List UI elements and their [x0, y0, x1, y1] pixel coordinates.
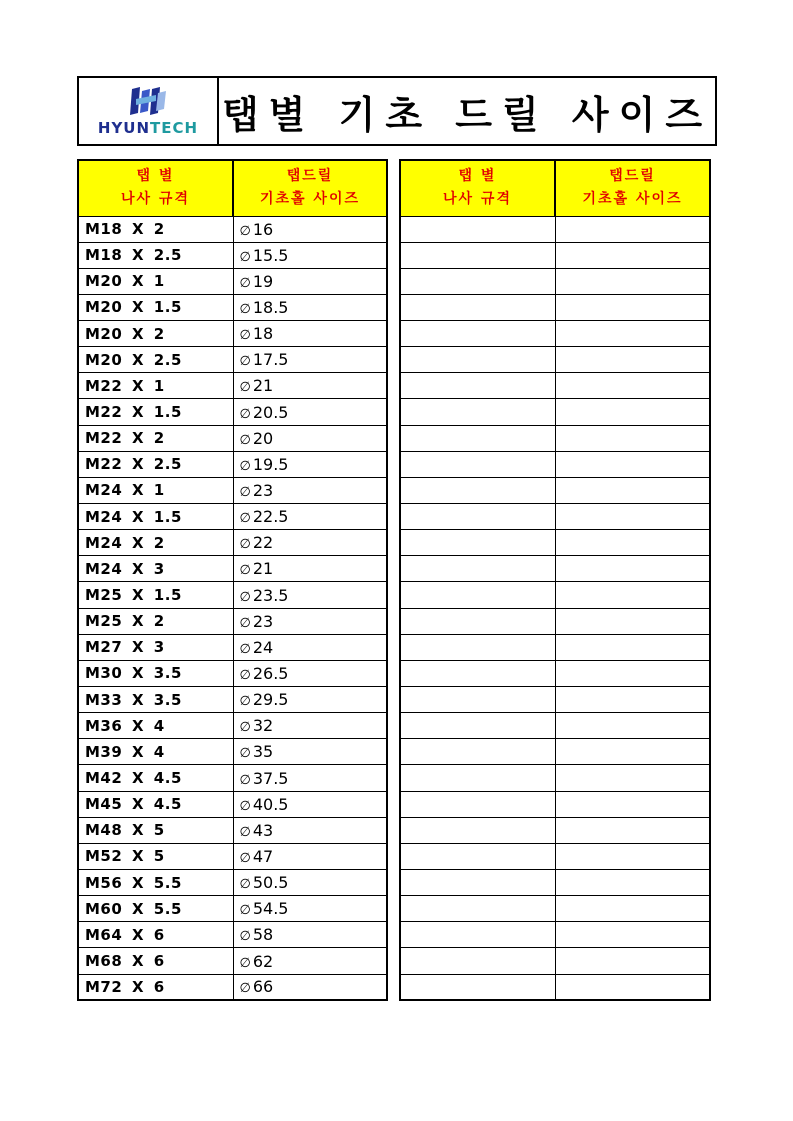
thread-spec-cell: M52 X 5 [78, 843, 233, 869]
empty-table-row [400, 765, 710, 791]
empty-cell [400, 556, 555, 582]
drill-size-value: 23.5 [252, 585, 289, 605]
diameter-icon: ∅ [239, 772, 251, 788]
diameter-icon: ∅ [239, 929, 251, 945]
drill-size-value: 50.5 [252, 873, 289, 893]
drill-size-cell [233, 321, 387, 347]
empty-cell [400, 687, 555, 713]
drill-size-value: 62 [252, 951, 274, 971]
diameter-icon: ∅ [239, 746, 251, 762]
diameter-icon: ∅ [239, 458, 251, 474]
empty-cell [400, 870, 555, 896]
column-header-drill-size [555, 160, 710, 216]
drill-size-value: 22.5 [252, 507, 289, 527]
empty-cell [400, 896, 555, 922]
empty-cell [400, 216, 555, 242]
thread-spec-cell: M56 X 5.5 [78, 870, 233, 896]
table-row [78, 791, 387, 817]
empty-cell [555, 896, 710, 922]
column-header-line: 나사 규격 [121, 191, 190, 208]
diameter-icon: ∅ [239, 223, 251, 239]
drill-size-cell [233, 504, 387, 530]
empty-table-row [400, 216, 710, 242]
drill-size-cell [233, 347, 387, 373]
diameter-icon: ∅ [239, 406, 251, 422]
drill-size-cell [233, 974, 387, 1000]
empty-cell [400, 713, 555, 739]
drill-size-cell [233, 713, 387, 739]
thread-spec-cell: M24 X 1.5 [78, 504, 233, 530]
empty-cell [555, 530, 710, 556]
table-row [78, 451, 387, 477]
drill-size-cell [233, 399, 387, 425]
empty-cell [555, 294, 710, 320]
table-row [78, 948, 387, 974]
drill-size-cell [233, 896, 387, 922]
table-row [78, 373, 387, 399]
diameter-icon: ∅ [239, 903, 251, 919]
table-row [78, 477, 387, 503]
empty-cell [400, 347, 555, 373]
drill-size-cell [233, 530, 387, 556]
thread-spec-cell: M60 X 5.5 [78, 896, 233, 922]
drill-size-value: 23 [252, 480, 274, 500]
empty-cell [555, 451, 710, 477]
empty-table-row [400, 347, 710, 373]
thread-spec-cell: M72 X 6 [78, 974, 233, 1000]
empty-cell [400, 660, 555, 686]
empty-cell [555, 660, 710, 686]
diameter-icon: ∅ [239, 432, 251, 448]
drill-size-value: 20.5 [252, 402, 289, 422]
table-row [78, 321, 387, 347]
column-header-line: 탭 별 [458, 168, 497, 185]
diameter-icon: ∅ [239, 824, 251, 840]
empty-table-row [400, 660, 710, 686]
empty-cell [400, 765, 555, 791]
empty-table-row [400, 399, 710, 425]
empty-cell [555, 556, 710, 582]
table-header-row [78, 160, 387, 216]
drill-size-value: 22 [252, 533, 274, 553]
drill-size-value: 54.5 [252, 899, 289, 919]
empty-cell [400, 451, 555, 477]
empty-table-row [400, 556, 710, 582]
empty-cell [555, 582, 710, 608]
hyuntech-logo-icon [128, 85, 168, 117]
table-row [78, 399, 387, 425]
drill-size-cell [233, 294, 387, 320]
drill-size-cell [233, 634, 387, 660]
table-row [78, 713, 387, 739]
drill-size-cell [233, 451, 387, 477]
thread-spec-cell: M27 X 3 [78, 634, 233, 660]
empty-cell [400, 321, 555, 347]
drill-size-cell [233, 608, 387, 634]
table-row [78, 817, 387, 843]
empty-table-row [400, 373, 710, 399]
drill-size-cell [233, 739, 387, 765]
thread-spec-cell: M22 X 1 [78, 373, 233, 399]
thread-spec-cell: M39 X 4 [78, 739, 233, 765]
column-header-thread-spec [78, 160, 233, 216]
thread-spec-cell: M24 X 1 [78, 477, 233, 503]
empty-cell [400, 948, 555, 974]
empty-cell [400, 843, 555, 869]
tap-drill-table-left [77, 159, 388, 1001]
diameter-icon: ∅ [239, 249, 251, 265]
empty-cell [400, 477, 555, 503]
empty-cell [555, 791, 710, 817]
diameter-icon: ∅ [239, 615, 251, 631]
empty-cell [400, 608, 555, 634]
empty-cell [555, 242, 710, 268]
empty-table-row [400, 896, 710, 922]
drill-size-cell [233, 556, 387, 582]
empty-table-row [400, 268, 710, 294]
diameter-icon: ∅ [239, 511, 251, 527]
empty-cell [400, 294, 555, 320]
empty-cell [555, 817, 710, 843]
empty-cell [555, 373, 710, 399]
drill-size-cell [233, 922, 387, 948]
thread-spec-cell: M20 X 1.5 [78, 294, 233, 320]
drill-size-cell [233, 687, 387, 713]
column-header-line: 탭드릴 [609, 168, 656, 185]
empty-table-row [400, 843, 710, 869]
diameter-icon: ∅ [239, 537, 251, 553]
logo-text-tech: TECH [150, 119, 199, 137]
thread-spec-cell: M24 X 2 [78, 530, 233, 556]
table-row [78, 530, 387, 556]
drill-size-value: 47 [252, 846, 274, 866]
drill-size-value: 21 [252, 376, 274, 396]
empty-cell [400, 634, 555, 660]
empty-cell [555, 765, 710, 791]
drill-size-value: 19.5 [252, 454, 289, 474]
empty-table-row [400, 817, 710, 843]
empty-table-row [400, 948, 710, 974]
diameter-icon: ∅ [239, 955, 251, 971]
thread-spec-cell: M18 X 2 [78, 216, 233, 242]
empty-table-row [400, 870, 710, 896]
page-title: 탭별 기초 드릴 사이즈 [221, 92, 713, 137]
diameter-icon: ∅ [239, 850, 251, 866]
empty-table-row [400, 687, 710, 713]
thread-spec-cell: M33 X 3.5 [78, 687, 233, 713]
drill-size-cell [233, 948, 387, 974]
empty-table-row [400, 504, 710, 530]
drill-size-cell [233, 765, 387, 791]
thread-spec-cell: M45 X 4.5 [78, 791, 233, 817]
drill-size-cell [233, 216, 387, 242]
thread-spec-cell: M20 X 1 [78, 268, 233, 294]
empty-cell [555, 425, 710, 451]
empty-cell [400, 399, 555, 425]
empty-cell [400, 817, 555, 843]
empty-cell [555, 974, 710, 1000]
column-header-line: 나사 규격 [443, 191, 512, 208]
drill-size-value: 37.5 [252, 768, 289, 788]
diameter-icon: ∅ [239, 354, 251, 370]
empty-table-row [400, 974, 710, 1000]
thread-spec-cell: M25 X 2 [78, 608, 233, 634]
empty-cell [400, 739, 555, 765]
table-row [78, 687, 387, 713]
empty-table-row [400, 425, 710, 451]
drill-size-value: 43 [252, 820, 274, 840]
diameter-icon: ∅ [239, 380, 251, 396]
table-row [78, 268, 387, 294]
diameter-icon: ∅ [239, 981, 251, 997]
drill-size-cell [233, 242, 387, 268]
empty-table-row [400, 739, 710, 765]
empty-cell [400, 373, 555, 399]
empty-cell [555, 870, 710, 896]
empty-table-row [400, 530, 710, 556]
diameter-icon: ∅ [239, 667, 251, 683]
drill-size-value: 58 [252, 925, 274, 945]
empty-cell [555, 399, 710, 425]
table-row [78, 242, 387, 268]
diameter-icon: ∅ [239, 694, 251, 710]
table-row [78, 843, 387, 869]
tap-drill-table-right [399, 159, 711, 1001]
diameter-icon: ∅ [239, 798, 251, 814]
drill-size-cell [233, 582, 387, 608]
table-row [78, 294, 387, 320]
table-row [78, 634, 387, 660]
drill-size-cell [233, 791, 387, 817]
table-row [78, 765, 387, 791]
table-row [78, 660, 387, 686]
thread-spec-cell: M20 X 2 [78, 321, 233, 347]
empty-cell [400, 582, 555, 608]
empty-cell [400, 530, 555, 556]
diameter-icon: ∅ [239, 641, 251, 657]
diameter-icon: ∅ [239, 720, 251, 736]
thread-spec-cell: M24 X 3 [78, 556, 233, 582]
thread-spec-cell: M18 X 2.5 [78, 242, 233, 268]
drill-size-value: 40.5 [252, 794, 289, 814]
diameter-icon: ∅ [239, 589, 251, 605]
drill-size-value: 26.5 [252, 663, 289, 683]
empty-cell [555, 687, 710, 713]
empty-cell [555, 321, 710, 347]
column-header-line: 기초홀 사이즈 [259, 191, 361, 208]
drill-size-value: 32 [252, 716, 274, 736]
drill-size-value: 21 [252, 559, 274, 579]
thread-spec-cell: M20 X 2.5 [78, 347, 233, 373]
empty-cell [555, 268, 710, 294]
empty-cell [400, 242, 555, 268]
thread-spec-cell: M22 X 1.5 [78, 399, 233, 425]
drill-size-cell [233, 477, 387, 503]
column-header-line: 탭 별 [136, 168, 175, 185]
diameter-icon: ∅ [239, 328, 251, 344]
drill-size-value: 24 [252, 637, 274, 657]
drill-size-value: 18.5 [252, 297, 289, 317]
empty-table-row [400, 713, 710, 739]
empty-cell [555, 843, 710, 869]
table-row [78, 608, 387, 634]
diameter-icon: ∅ [239, 275, 251, 291]
logo-wordmark [98, 119, 198, 137]
document-header [77, 76, 717, 146]
title-box [219, 78, 715, 144]
empty-table-row [400, 634, 710, 660]
empty-table-row [400, 321, 710, 347]
empty-cell [400, 974, 555, 1000]
column-header-line: 탭드릴 [286, 168, 334, 185]
empty-cell [555, 504, 710, 530]
drill-size-cell [233, 373, 387, 399]
empty-table-row [400, 451, 710, 477]
logo-text-hyun: HYUN [97, 119, 151, 137]
drill-size-cell [233, 817, 387, 843]
diameter-icon: ∅ [239, 877, 251, 893]
thread-spec-cell: M30 X 3.5 [78, 660, 233, 686]
empty-cell [555, 739, 710, 765]
table-row [78, 582, 387, 608]
table-row [78, 504, 387, 530]
table-row [78, 922, 387, 948]
empty-cell [555, 347, 710, 373]
drill-size-cell [233, 268, 387, 294]
empty-cell [555, 922, 710, 948]
empty-table-row [400, 608, 710, 634]
drill-size-value: 20 [252, 428, 274, 448]
table-row [78, 216, 387, 242]
empty-cell [555, 216, 710, 242]
drill-size-value: 16 [252, 219, 274, 239]
empty-cell [555, 477, 710, 503]
empty-cell [400, 922, 555, 948]
drill-size-cell [233, 425, 387, 451]
table-row [78, 347, 387, 373]
column-header-line: 기초홀 사이즈 [582, 191, 683, 208]
empty-table-row [400, 242, 710, 268]
empty-table-row [400, 582, 710, 608]
thread-spec-cell: M22 X 2 [78, 425, 233, 451]
thread-spec-cell: M42 X 4.5 [78, 765, 233, 791]
thread-spec-cell: M68 X 6 [78, 948, 233, 974]
empty-table-row [400, 477, 710, 503]
table-row [78, 896, 387, 922]
logo-box [79, 78, 219, 144]
table-row [78, 974, 387, 1000]
table-row [78, 739, 387, 765]
thread-spec-cell: M48 X 5 [78, 817, 233, 843]
table-row [78, 425, 387, 451]
thread-spec-cell: M36 X 4 [78, 713, 233, 739]
drill-size-cell [233, 660, 387, 686]
empty-table-row [400, 791, 710, 817]
empty-cell [555, 948, 710, 974]
diameter-icon: ∅ [239, 563, 251, 579]
diameter-icon: ∅ [239, 484, 251, 500]
empty-cell [555, 713, 710, 739]
empty-cell [555, 608, 710, 634]
column-header-thread-spec [400, 160, 555, 216]
empty-cell [400, 504, 555, 530]
drill-size-value: 17.5 [252, 350, 289, 370]
empty-table-row [400, 294, 710, 320]
diameter-icon: ∅ [239, 301, 251, 317]
drill-size-cell [233, 843, 387, 869]
empty-cell [400, 425, 555, 451]
drill-size-value: 15.5 [252, 245, 289, 265]
empty-table-row [400, 922, 710, 948]
drill-size-value: 35 [252, 742, 274, 762]
drill-size-value: 18 [252, 324, 274, 344]
empty-cell [555, 634, 710, 660]
drill-size-value: 19 [252, 271, 274, 291]
thread-spec-cell: M22 X 2.5 [78, 451, 233, 477]
thread-spec-cell: M64 X 6 [78, 922, 233, 948]
table-row [78, 556, 387, 582]
drill-size-value: 29.5 [252, 690, 289, 710]
empty-cell [400, 791, 555, 817]
drill-size-value: 66 [252, 977, 274, 997]
thread-spec-cell: M25 X 1.5 [78, 582, 233, 608]
empty-cell [400, 268, 555, 294]
drill-size-cell [233, 870, 387, 896]
drill-size-value: 23 [252, 611, 274, 631]
column-header-drill-size [233, 160, 387, 216]
table-row [78, 870, 387, 896]
table-header-row [400, 160, 710, 216]
